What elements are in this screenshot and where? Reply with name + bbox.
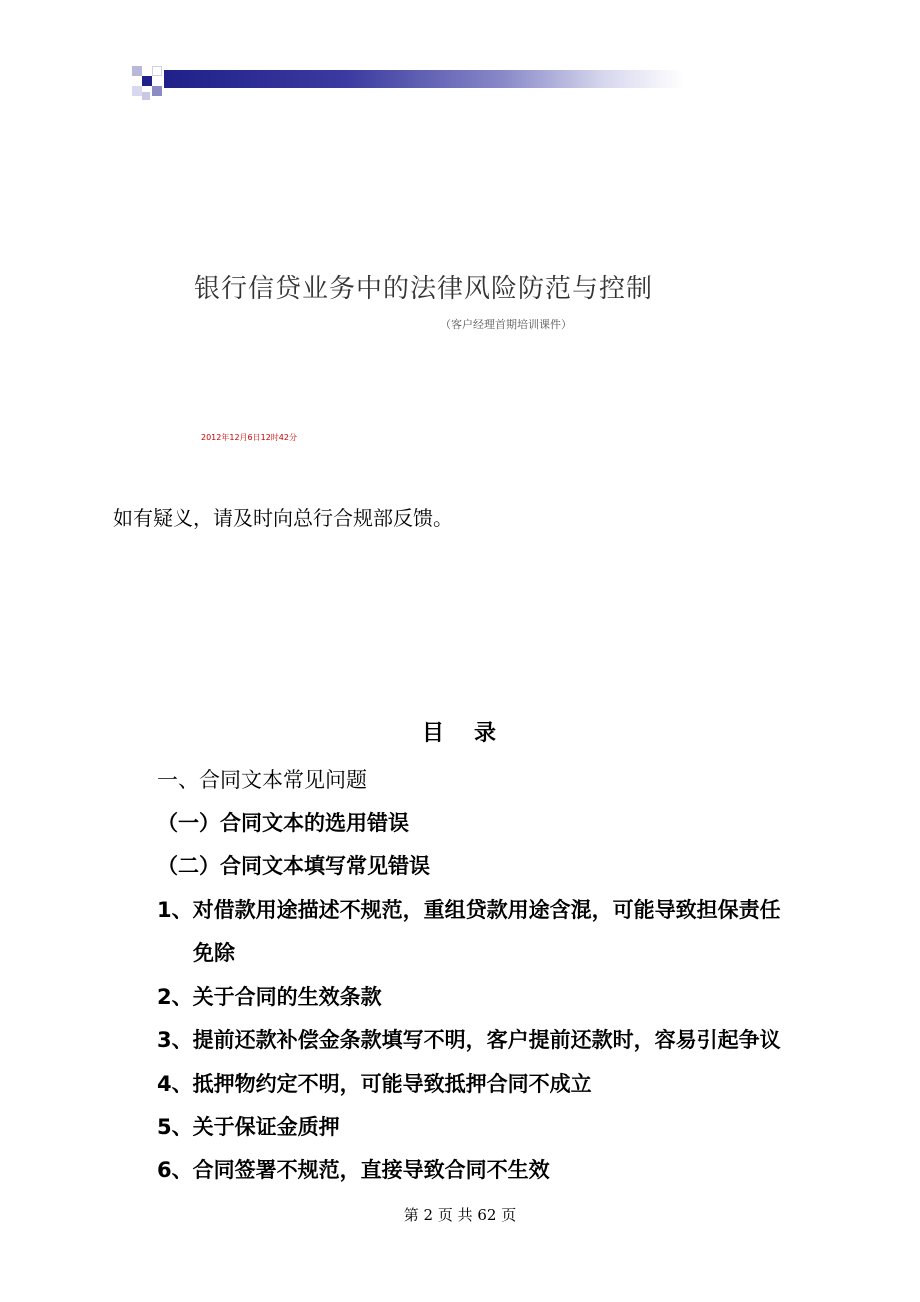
feedback-notice: 如有疑义，请及时向总行合规部反馈。 xyxy=(113,506,453,530)
toc-item: 4、抵押物约定不明，可能导致抵押合同不成立 xyxy=(157,1072,592,1096)
toc-heading: 目录 xyxy=(422,721,527,746)
toc-item: 1、对借款用途描述不规范，重组贷款用途含混，可能导致担保责任 xyxy=(157,898,781,922)
toc-item: （一）合同文本的选用错误 xyxy=(157,811,409,835)
header-square-6 xyxy=(142,92,150,100)
header-square-2 xyxy=(142,76,152,86)
date-stamp: 2012年12月6日12时42分 xyxy=(201,433,297,442)
header-square-4 xyxy=(132,86,142,96)
toc-item: 免除 xyxy=(193,941,235,965)
toc-item: 一、合同文本常见问题 xyxy=(157,768,367,792)
page-footer: 第 2 页 共 62 页 xyxy=(403,1206,517,1224)
header-square-1 xyxy=(132,66,142,76)
header-square-3 xyxy=(152,66,162,76)
document-subtitle: （客户经理首期培训课件） xyxy=(440,318,572,331)
header-square-5 xyxy=(152,86,162,96)
header-bar xyxy=(164,70,684,88)
toc-item: 2、关于合同的生效条款 xyxy=(157,985,382,1009)
toc-item: 5、关于保证金质押 xyxy=(157,1115,340,1139)
toc-item: （二）合同文本填写常见错误 xyxy=(157,854,430,878)
toc-item: 6、合同签署不规范，直接导致合同不生效 xyxy=(157,1158,550,1182)
document-title: 银行信贷业务中的法律风险防范与控制 xyxy=(194,274,654,304)
toc-item: 3、提前还款补偿金条款填写不明，客户提前还款时，容易引起争议 xyxy=(157,1028,781,1052)
